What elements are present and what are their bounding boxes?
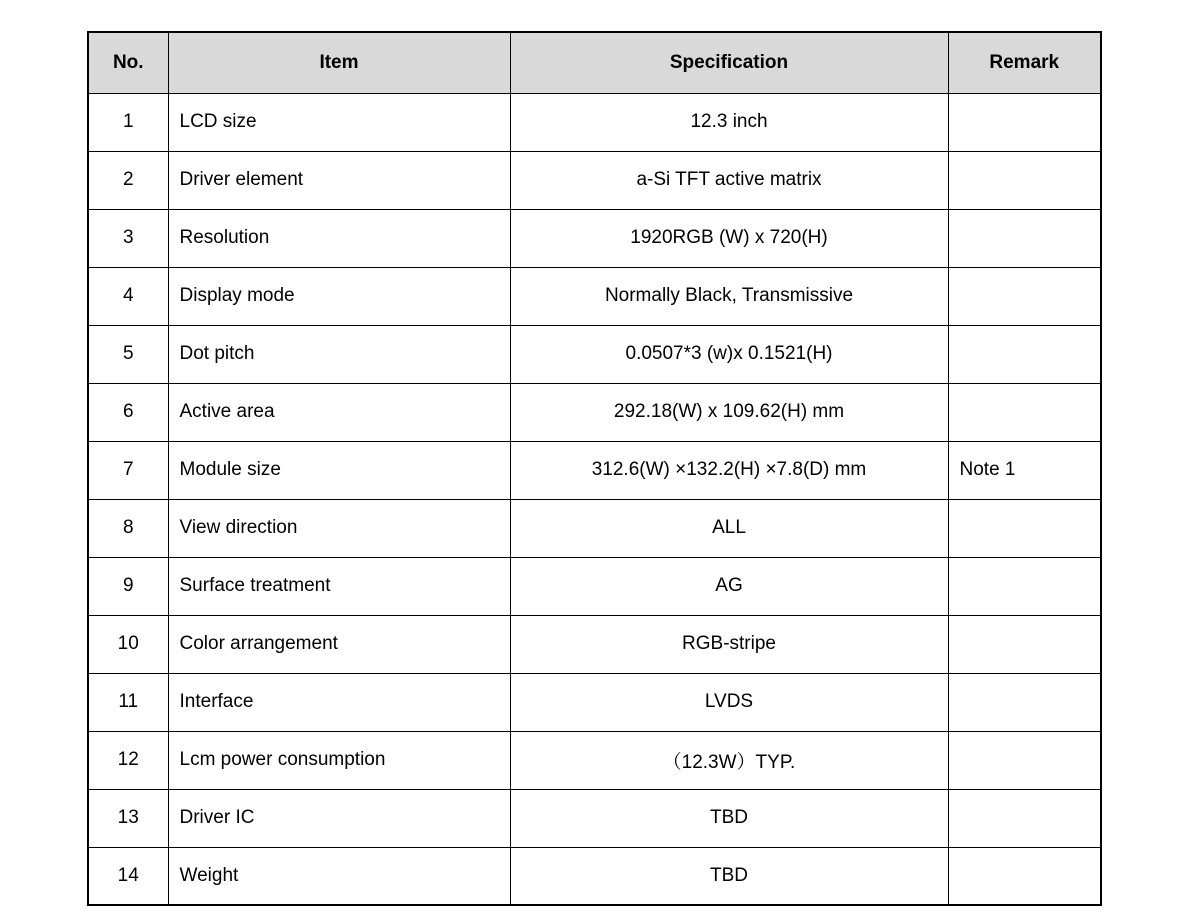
cell-remark (948, 151, 1101, 209)
cell-no: 12 (88, 731, 168, 789)
table-row (88, 847, 1101, 905)
cell-remark: Note 1 (948, 441, 1101, 499)
table-row (88, 557, 1101, 615)
cell-item: Weight (168, 847, 510, 905)
cell-remark (948, 267, 1101, 325)
cell-item: Dot pitch (168, 325, 510, 383)
cell-remark (948, 557, 1101, 615)
cell-no: 6 (88, 383, 168, 441)
cell-item: Interface (168, 673, 510, 731)
cell-specification: 292.18(W) x 109.62(H) mm (510, 383, 948, 441)
table-row (88, 383, 1101, 441)
table-row (88, 267, 1101, 325)
table-header (88, 32, 1101, 93)
cell-item: View direction (168, 499, 510, 557)
cell-item: LCD size (168, 93, 510, 151)
cell-specification: 1920RGB (W) x 720(H) (510, 209, 948, 267)
cell-item: Lcm power consumption (168, 731, 510, 789)
cell-specification: AG (510, 557, 948, 615)
cell-no: 13 (88, 789, 168, 847)
cell-no: 9 (88, 557, 168, 615)
cell-specification: RGB-stripe (510, 615, 948, 673)
header-remark: Remark (948, 32, 1101, 93)
cell-specification: TBD (510, 847, 948, 905)
table-row (88, 151, 1101, 209)
cell-specification: TBD (510, 789, 948, 847)
table-body (88, 93, 1101, 905)
table-row (88, 209, 1101, 267)
table-row (88, 615, 1101, 673)
cell-remark (948, 731, 1101, 789)
cell-specification: a-Si TFT active matrix (510, 151, 948, 209)
cell-item: Surface treatment (168, 557, 510, 615)
cell-remark (948, 383, 1101, 441)
cell-item: Color arrangement (168, 615, 510, 673)
specification-table (87, 31, 1102, 906)
cell-no: 4 (88, 267, 168, 325)
cell-item: Driver IC (168, 789, 510, 847)
table-row (88, 499, 1101, 557)
cell-no: 10 (88, 615, 168, 673)
cell-specification: LVDS (510, 673, 948, 731)
cell-no: 5 (88, 325, 168, 383)
header-row (88, 32, 1101, 93)
cell-no: 8 (88, 499, 168, 557)
header-no: No. (88, 32, 168, 93)
cell-item: Driver element (168, 151, 510, 209)
table-row (88, 789, 1101, 847)
cell-remark (948, 847, 1101, 905)
cell-no: 14 (88, 847, 168, 905)
cell-specification: （12.3W）TYP. (510, 731, 948, 789)
cell-remark (948, 615, 1101, 673)
table-row (88, 731, 1101, 789)
cell-no: 7 (88, 441, 168, 499)
cell-remark (948, 209, 1101, 267)
cell-no: 2 (88, 151, 168, 209)
cell-remark (948, 499, 1101, 557)
table-row (88, 673, 1101, 731)
cell-specification: 0.0507*3 (w)x 0.1521(H) (510, 325, 948, 383)
cell-specification: 312.6(W) ×132.2(H) ×7.8(D) mm (510, 441, 948, 499)
cell-item: Active area (168, 383, 510, 441)
cell-item: Resolution (168, 209, 510, 267)
cell-specification: Normally Black, Transmissive (510, 267, 948, 325)
table-row (88, 441, 1101, 499)
cell-specification: 12.3 inch (510, 93, 948, 151)
cell-remark (948, 325, 1101, 383)
cell-no: 1 (88, 93, 168, 151)
table-row (88, 93, 1101, 151)
cell-remark (948, 673, 1101, 731)
cell-no: 3 (88, 209, 168, 267)
cell-remark (948, 93, 1101, 151)
cell-specification: ALL (510, 499, 948, 557)
cell-no: 11 (88, 673, 168, 731)
cell-item: Display mode (168, 267, 510, 325)
table-row (88, 325, 1101, 383)
cell-remark (948, 789, 1101, 847)
cell-item: Module size (168, 441, 510, 499)
header-item: Item (168, 32, 510, 93)
header-specification: Specification (510, 32, 948, 93)
